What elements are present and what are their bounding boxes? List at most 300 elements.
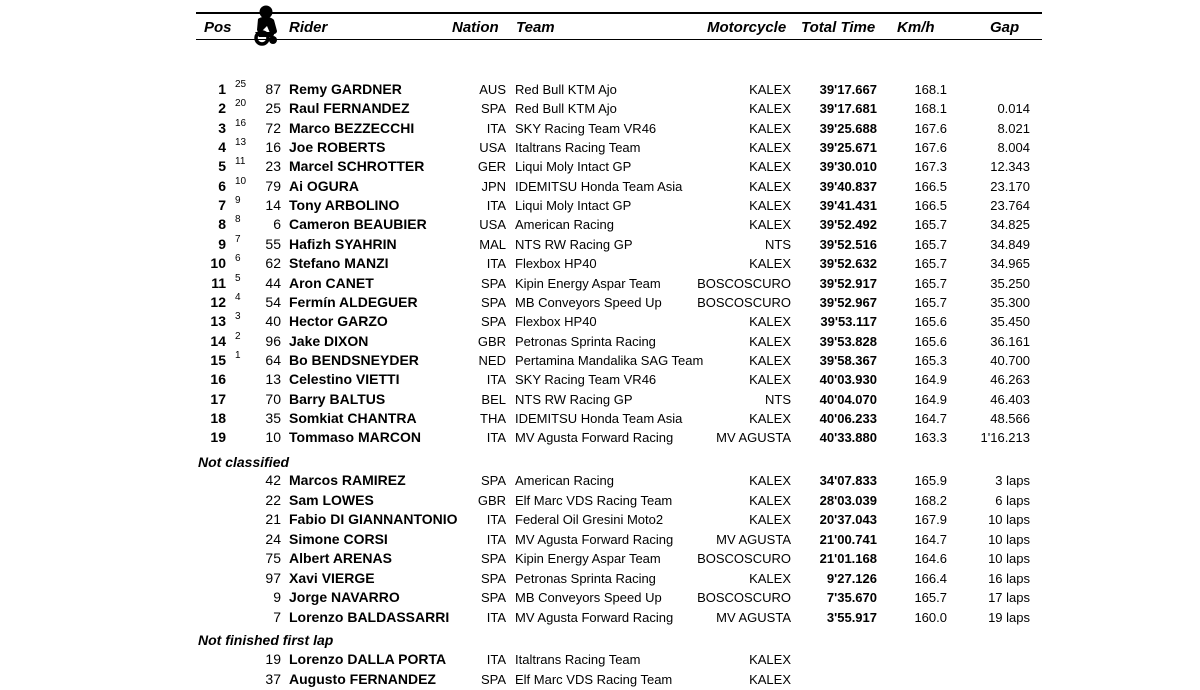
motorcycle-cell: KALEX	[749, 652, 791, 667]
team-cell: IDEMITSU Honda Team Asia	[515, 178, 683, 194]
result-row	[0, 670, 1200, 689]
nation-cell: AUS	[479, 82, 506, 97]
gap-cell: 23.170	[990, 178, 1030, 194]
gap-cell: 40.700	[990, 352, 1030, 368]
result-row	[0, 409, 1200, 428]
team-cell: Elf Marc VDS Racing Team	[515, 671, 673, 687]
rider-number-cell: 25	[265, 100, 281, 117]
motorcycle-cell: KALEX	[749, 159, 791, 175]
rider-name-cell: Celestino VIETTI	[289, 371, 400, 388]
motorcycle-cell: NTS	[765, 236, 791, 252]
rider-name-cell: Somkiat CHANTRA	[289, 409, 417, 426]
rider-name-cell: Bo BENDSNEYDER	[289, 351, 419, 368]
nation-cell: ITA	[486, 256, 506, 272]
total-time-cell: 40'33.880	[819, 430, 877, 446]
rider-number-cell: 14	[265, 197, 281, 214]
nation-cell: ITA	[486, 198, 506, 214]
motorcycle-cell: KALEX	[749, 512, 791, 527]
position-cell: 13	[210, 313, 226, 330]
header-kmh: Km/h	[897, 19, 935, 36]
nation-cell: JPN	[481, 178, 506, 194]
gap-cell: 1'16.213	[980, 430, 1030, 446]
total-time-cell: 39'58.367	[819, 352, 877, 368]
result-row	[0, 428, 1200, 447]
team-cell: Flexbox HP40	[515, 314, 597, 330]
motorcycle-cell: KALEX	[749, 178, 791, 194]
header-rider: Rider	[289, 19, 328, 36]
header-team: Team	[516, 19, 555, 36]
total-time-cell: 39'52.492	[819, 217, 877, 233]
team-cell: SKY Racing Team VR46	[515, 372, 657, 388]
total-time-cell: 20'37.043	[819, 512, 877, 527]
position-cell: 15	[210, 351, 226, 368]
gap-cell: 35.300	[990, 294, 1030, 310]
not-finished-heading: Not finished first lap	[198, 632, 334, 648]
rider-number-cell: 35	[265, 409, 281, 426]
motorcycle-cell: KALEX	[749, 82, 791, 97]
result-row	[0, 390, 1200, 409]
points-cell: 2	[235, 330, 241, 342]
team-cell: SKY Racing Team VR46	[515, 120, 657, 136]
points-cell: 6	[235, 253, 241, 265]
position-cell: 6	[218, 177, 226, 194]
speed-kmh-cell: 165.3	[914, 352, 947, 368]
header-top-rule	[196, 12, 1042, 14]
team-cell: Italtrans Racing Team	[515, 140, 641, 156]
motorcycle-cell: MV AGUSTA	[716, 531, 791, 547]
team-cell: NTS RW Racing GP	[515, 391, 633, 407]
points-cell: 4	[235, 291, 241, 303]
points-cell: 5	[235, 272, 241, 284]
rider-number-cell: 70	[265, 390, 281, 407]
motorcycle-cell: KALEX	[749, 140, 791, 156]
speed-kmh-cell: 168.2	[914, 492, 947, 508]
gap-cell: 8.021	[997, 120, 1030, 136]
result-row	[0, 471, 1200, 490]
rider-name-cell: Simone CORSI	[289, 530, 388, 547]
total-time-cell: 39'17.667	[819, 82, 877, 97]
total-time-cell: 39'17.681	[819, 101, 877, 117]
gap-cell: 6 laps	[995, 492, 1030, 508]
team-cell: MV Agusta Forward Racing	[515, 531, 674, 547]
rider-number-cell: 23	[265, 158, 281, 175]
nation-cell: ITA	[486, 652, 506, 667]
rider-name-cell: Lorenzo DALLA PORTA	[289, 651, 447, 667]
team-cell: American Racing	[515, 217, 614, 233]
rider-number-cell: 75	[265, 550, 281, 566]
nation-cell: GBR	[477, 333, 506, 349]
speed-kmh-cell: 160.0	[914, 609, 947, 625]
gap-cell: 34.849	[990, 236, 1030, 252]
motorcycle-cell: KALEX	[749, 671, 791, 687]
rider-number-cell: 19	[265, 651, 281, 667]
team-cell: Federal Oil Gresini Moto2	[515, 512, 664, 527]
rider-name-cell: Xavi VIERGE	[289, 569, 375, 586]
rider-number-cell: 6	[273, 216, 281, 233]
rider-name-cell: Ai OGURA	[289, 177, 359, 194]
total-time-cell: 21'00.741	[819, 531, 877, 547]
result-row	[0, 80, 1200, 99]
header-nation: Nation	[452, 19, 499, 36]
result-row	[0, 370, 1200, 389]
speed-kmh-cell: 168.1	[914, 101, 947, 117]
total-time-cell: 39'25.688	[819, 120, 877, 136]
gap-cell: 10 laps	[988, 531, 1030, 547]
speed-kmh-cell: 165.6	[914, 333, 947, 349]
gap-cell: 46.403	[990, 391, 1030, 407]
total-time-cell: 7'35.670	[826, 590, 877, 605]
total-time-cell: 39'52.632	[819, 256, 877, 272]
points-cell: 13	[235, 137, 247, 149]
result-row	[0, 530, 1200, 549]
rider-name-cell: Raul FERNANDEZ	[289, 100, 410, 117]
motorcycle-cell: KALEX	[749, 198, 791, 214]
total-time-cell: 34'07.833	[819, 473, 877, 488]
rider-name-cell: Cameron BEAUBIER	[289, 216, 427, 233]
rider-name-cell: Tony ARBOLINO	[289, 197, 400, 214]
result-row	[0, 650, 1200, 669]
motorcycle-cell: KALEX	[749, 410, 791, 426]
motorcycle-cell: KALEX	[749, 120, 791, 136]
position-cell: 1	[218, 81, 226, 97]
rider-number-cell: 9	[273, 589, 281, 605]
gap-cell: 17 laps	[988, 590, 1030, 605]
position-cell: 16	[210, 371, 226, 388]
speed-kmh-cell: 168.1	[914, 82, 947, 97]
gap-cell: 19 laps	[988, 609, 1030, 625]
result-row	[0, 235, 1200, 254]
result-row	[0, 119, 1200, 138]
team-cell: Petronas Sprinta Racing	[515, 333, 656, 349]
position-cell: 19	[210, 429, 226, 446]
speed-kmh-cell: 165.7	[914, 256, 947, 272]
result-row	[0, 293, 1200, 312]
gap-cell: 23.764	[990, 198, 1030, 214]
rider-number-cell: 79	[265, 177, 281, 194]
points-cell: 3	[235, 311, 241, 323]
motorcycle-cell: MV AGUSTA	[716, 430, 791, 446]
rider-name-cell: Stefano MANZI	[289, 255, 389, 272]
points-cell: 7	[235, 233, 241, 245]
nation-cell: SPA	[480, 275, 506, 291]
team-cell: NTS RW Racing GP	[515, 236, 633, 252]
speed-kmh-cell: 164.9	[914, 391, 947, 407]
nation-cell: SPA	[480, 294, 506, 310]
position-cell: 14	[210, 332, 226, 349]
rider-number-cell: 16	[265, 139, 281, 156]
position-cell: 8	[218, 216, 226, 233]
team-cell: Elf Marc VDS Racing Team	[515, 492, 673, 508]
total-time-cell: 39'53.828	[819, 333, 877, 349]
speed-kmh-cell: 164.7	[914, 531, 947, 547]
rider-name-cell: Hector GARZO	[289, 313, 388, 330]
total-time-cell: 9'27.126	[826, 570, 877, 586]
rider-name-cell: Hafizh SYAHRIN	[289, 235, 397, 252]
rider-number-cell: 37	[265, 670, 281, 687]
gap-cell: 12.343	[990, 159, 1030, 175]
header-total-time: Total Time	[801, 19, 876, 36]
team-cell: MB Conveyors Speed Up	[515, 294, 662, 310]
team-cell: Kipin Energy Aspar Team	[515, 275, 661, 291]
team-cell: MV Agusta Forward Racing	[515, 609, 674, 625]
position-cell: 3	[218, 119, 226, 136]
motorcycle-cell: KALEX	[749, 217, 791, 233]
result-row	[0, 274, 1200, 293]
team-cell: MV Agusta Forward Racing	[515, 430, 674, 446]
nation-cell: SPA	[480, 473, 506, 488]
speed-kmh-cell: 166.5	[914, 198, 947, 214]
rider-name-cell: Marco BEZZECCHI	[289, 119, 415, 136]
points-cell: 10	[235, 175, 247, 187]
position-cell: 4	[218, 139, 226, 156]
rider-name-cell: Marcel SCHROTTER	[289, 158, 425, 175]
motorcycle-cell: KALEX	[749, 352, 791, 368]
nation-cell: ITA	[486, 531, 506, 547]
nation-cell: USA	[479, 140, 506, 156]
motorcycle-cell: KALEX	[749, 570, 791, 586]
total-time-cell: 39'52.967	[819, 294, 877, 310]
rider-number-cell: 97	[265, 569, 281, 586]
speed-kmh-cell: 164.7	[914, 410, 947, 426]
nation-cell: ITA	[486, 430, 506, 446]
points-cell: 9	[235, 195, 241, 207]
result-row	[0, 157, 1200, 176]
motorcycle-cell: KALEX	[749, 256, 791, 272]
rider-name-cell: Barry BALTUS	[289, 390, 386, 407]
gap-cell: 48.566	[990, 410, 1030, 426]
position-cell: 2	[218, 100, 226, 117]
nation-cell: USA	[479, 217, 506, 233]
total-time-cell: 3'55.917	[826, 609, 877, 625]
nation-cell: SPA	[480, 590, 506, 605]
gap-cell: 3 laps	[995, 473, 1030, 488]
gap-cell: 35.450	[990, 314, 1030, 330]
motorcycle-cell: KALEX	[749, 372, 791, 388]
speed-kmh-cell: 165.7	[914, 275, 947, 291]
points-cell: 16	[235, 117, 247, 129]
result-row	[0, 491, 1200, 510]
rider-name-cell: Fabio DI GIANNANTONIO	[289, 511, 458, 527]
nation-cell: BEL	[481, 391, 506, 407]
rider-number-cell: 10	[265, 429, 281, 446]
team-cell: Kipin Energy Aspar Team	[515, 551, 661, 566]
gap-cell: 46.263	[990, 372, 1030, 388]
speed-kmh-cell: 167.3	[914, 159, 947, 175]
speed-kmh-cell: 165.7	[914, 294, 947, 310]
nation-cell: SPA	[480, 551, 506, 566]
speed-kmh-cell: 164.6	[914, 551, 947, 566]
speed-kmh-cell: 165.7	[914, 217, 947, 233]
points-cell: 11	[235, 156, 246, 168]
position-cell: 17	[210, 390, 226, 407]
total-time-cell: 39'41.431	[819, 198, 877, 214]
total-time-cell: 40'03.930	[819, 372, 877, 388]
rider-name-cell: Fermín ALDEGUER	[289, 293, 418, 310]
motorcycle-cell: BOSCOSCURO	[697, 590, 791, 605]
result-row	[0, 569, 1200, 588]
rider-name-cell: Joe ROBERTS	[289, 139, 386, 156]
team-cell: IDEMITSU Honda Team Asia	[515, 410, 683, 426]
speed-kmh-cell: 167.6	[914, 140, 947, 156]
position-cell: 10	[210, 255, 226, 272]
nation-cell: SPA	[480, 101, 506, 117]
position-cell: 9	[218, 235, 226, 252]
rider-number-cell: 54	[265, 293, 281, 310]
gap-cell: 10 laps	[988, 551, 1030, 566]
nation-cell: ITA	[486, 120, 506, 136]
total-time-cell: 40'06.233	[819, 410, 877, 426]
result-row	[0, 196, 1200, 215]
motorcycle-cell: BOSCOSCURO	[697, 275, 791, 291]
result-row	[0, 549, 1200, 568]
motorcycle-cell: MV AGUSTA	[716, 609, 791, 625]
speed-kmh-cell: 165.6	[914, 314, 947, 330]
rider-name-cell: Jorge NAVARRO	[289, 589, 400, 605]
speed-kmh-cell: 163.3	[914, 430, 947, 446]
team-cell: Liqui Moly Intact GP	[515, 198, 632, 214]
team-cell: Flexbox HP40	[515, 256, 597, 272]
position-cell: 7	[218, 197, 226, 214]
speed-kmh-cell: 164.9	[914, 372, 947, 388]
gap-cell: 35.250	[990, 275, 1030, 291]
rider-number-cell: 40	[265, 313, 281, 330]
gap-cell: 34.825	[990, 217, 1030, 233]
nation-cell: GER	[477, 159, 506, 175]
position-cell: 11	[211, 274, 226, 291]
team-cell: Red Bull KTM Ajo	[515, 101, 617, 117]
result-row	[0, 254, 1200, 273]
position-cell: 18	[210, 409, 226, 426]
rider-number-cell: 42	[265, 472, 281, 488]
rider-number-cell: 72	[265, 119, 281, 136]
total-time-cell: 28'03.039	[819, 492, 877, 508]
rider-name-cell: Marcos RAMIREZ	[289, 472, 406, 488]
gap-cell: 36.161	[990, 333, 1030, 349]
header-gap: Gap	[990, 19, 1020, 36]
nation-cell: NED	[478, 352, 506, 368]
motorcycle-cell: KALEX	[749, 492, 791, 508]
total-time-cell: 39'52.516	[819, 236, 877, 252]
total-time-cell: 21'01.168	[819, 551, 877, 566]
rider-number-cell: 7	[273, 608, 281, 625]
motorcycle-cell: NTS	[765, 391, 791, 407]
motorcycle-cell: KALEX	[749, 473, 791, 488]
team-cell: Pertamina Mandalika SAG Team	[515, 352, 704, 368]
result-row	[0, 588, 1200, 607]
nation-cell: ITA	[486, 372, 506, 388]
rider-number-cell: 13	[265, 371, 281, 388]
rider-name-cell: Jake DIXON	[289, 332, 369, 349]
rider-number-cell: 24	[265, 530, 281, 547]
points-cell: 25	[235, 79, 247, 90]
rider-number-cell: 55	[265, 235, 281, 252]
rider-number-cell: 62	[265, 255, 281, 272]
result-row	[0, 608, 1200, 627]
points-cell: 1	[235, 349, 241, 361]
motorcycle-rider-icon	[249, 4, 283, 46]
rider-name-cell: Tommaso MARCON	[289, 429, 421, 446]
team-cell: Liqui Moly Intact GP	[515, 159, 632, 175]
rider-number-cell: 22	[265, 491, 281, 508]
rider-name-cell: Albert ARENAS	[289, 550, 392, 566]
result-row	[0, 312, 1200, 331]
position-cell: 12	[210, 293, 226, 310]
nation-cell: SPA	[480, 671, 506, 687]
motorcycle-cell: BOSCOSCURO	[697, 551, 791, 566]
result-row	[0, 332, 1200, 351]
rider-name-cell: Sam LOWES	[289, 491, 374, 508]
points-cell: 20	[235, 98, 247, 110]
team-cell: American Racing	[515, 473, 614, 488]
team-cell: MB Conveyors Speed Up	[515, 590, 662, 605]
motorcycle-cell: KALEX	[749, 314, 791, 330]
rider-name-cell: Aron CANET	[289, 274, 374, 291]
header-motorcycle: Motorcycle	[707, 19, 787, 36]
nation-cell: GBR	[477, 492, 506, 508]
nation-cell: THA	[480, 410, 506, 426]
points-cell: 8	[235, 214, 241, 226]
speed-kmh-cell: 165.7	[914, 236, 947, 252]
rider-number-cell: 21	[265, 511, 281, 527]
speed-kmh-cell: 165.7	[914, 590, 947, 605]
result-row	[0, 138, 1200, 157]
nation-cell: ITA	[486, 609, 506, 625]
total-time-cell: 39'30.010	[819, 159, 877, 175]
rider-number-cell: 64	[265, 351, 281, 368]
rider-number-cell: 44	[265, 274, 281, 291]
result-row	[0, 99, 1200, 118]
total-time-cell: 39'53.117	[820, 314, 877, 330]
team-cell: Petronas Sprinta Racing	[515, 570, 656, 586]
total-time-cell: 40'04.070	[819, 391, 877, 407]
nation-cell: SPA	[480, 314, 506, 330]
gap-cell: 10 laps	[988, 512, 1030, 527]
rider-name-cell: Augusto FERNANDEZ	[289, 670, 436, 687]
speed-kmh-cell: 166.4	[914, 570, 947, 586]
motorcycle-cell: BOSCOSCURO	[697, 294, 791, 310]
nation-cell: ITA	[486, 512, 506, 527]
gap-cell: 16 laps	[988, 570, 1030, 586]
header-pos: Pos	[204, 19, 232, 36]
motorcycle-cell: KALEX	[749, 333, 791, 349]
total-time-cell: 39'25.671	[819, 140, 877, 156]
gap-cell: 8.004	[997, 140, 1030, 156]
speed-kmh-cell: 166.5	[914, 178, 947, 194]
speed-kmh-cell: 165.9	[914, 473, 947, 488]
result-row	[0, 177, 1200, 196]
rider-number-cell: 96	[265, 332, 281, 349]
rider-name-cell: Lorenzo BALDASSARRI	[289, 608, 450, 625]
team-cell: Italtrans Racing Team	[515, 652, 641, 667]
motorcycle-cell: KALEX	[749, 101, 791, 117]
result-row	[0, 351, 1200, 370]
result-row	[0, 215, 1200, 234]
nation-cell: SPA	[480, 570, 506, 586]
nation-cell: MAL	[479, 236, 506, 252]
rider-number-cell: 87	[265, 81, 281, 97]
gap-cell: 0.014	[997, 101, 1030, 117]
gap-cell: 34.965	[990, 256, 1030, 272]
not-classified-heading: Not classified	[198, 454, 290, 470]
speed-kmh-cell: 167.6	[914, 120, 947, 136]
position-cell: 5	[218, 158, 226, 175]
team-cell: Red Bull KTM Ajo	[515, 82, 617, 97]
result-row	[0, 510, 1200, 529]
total-time-cell: 39'52.917	[819, 275, 877, 291]
rider-name-cell: Remy GARDNER	[289, 81, 402, 97]
speed-kmh-cell: 167.9	[914, 512, 947, 527]
total-time-cell: 39'40.837	[819, 178, 877, 194]
